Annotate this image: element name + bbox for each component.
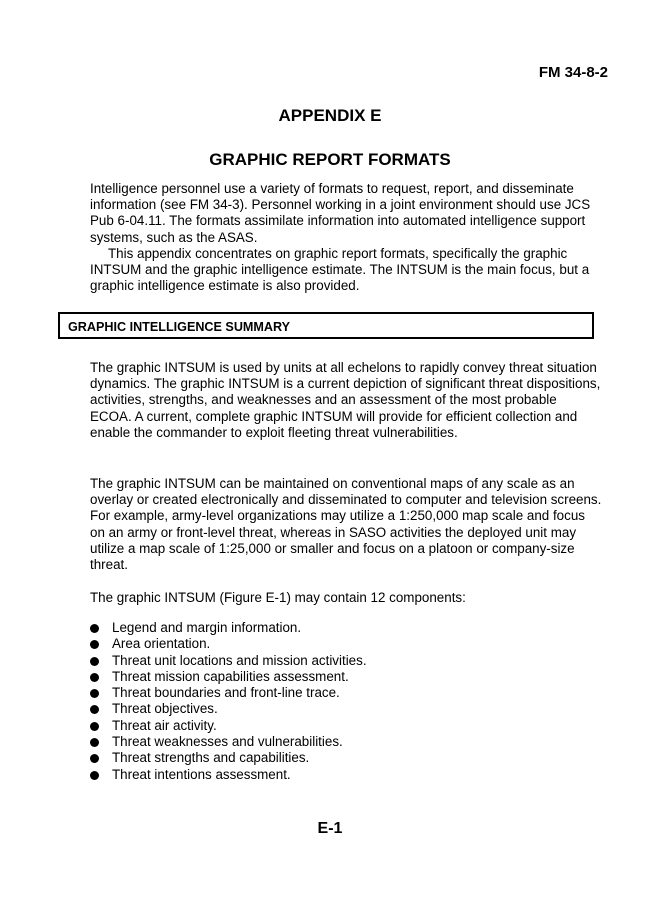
list-item: Area orientation. — [90, 636, 590, 652]
appendix-title: APPENDIX E — [278, 106, 382, 125]
list-item: Threat unit locations and mission activities. — [90, 653, 590, 669]
bullet-icon — [90, 722, 99, 731]
bullet-icon — [90, 640, 99, 649]
bullet-icon — [90, 624, 99, 633]
intro-paragraph-2-text: This appendix concentrates on graphic report formats, specifically the graphic INTSUM and the graphic intelligence estimate. The INTSUM is the main focus, but a graphic intelligence estimate is also provided. — [90, 246, 590, 294]
list-item: Threat boundaries and front-line trace. — [90, 685, 590, 701]
components-list — [90, 620, 590, 783]
bullet-icon — [90, 673, 99, 682]
section-heading: GRAPHIC INTELLIGENCE SUMMARY — [68, 320, 291, 334]
bullet-icon — [90, 705, 99, 714]
list-item: Threat mission capabilities assessment. — [90, 669, 590, 685]
bullet-icon — [90, 754, 99, 763]
list-item: Legend and margin information. — [90, 620, 590, 636]
document-code: FM 34-8-2 — [538, 64, 608, 81]
list-item: Threat intentions assessment. — [90, 767, 590, 783]
intro-paragraph: Intelligence personnel use a variety of formats to request, report, and disseminate information (see FM 34-3). Personnel working in a joint environment should use JCS Pub 6-04.11. The formats assimilate information into automated intelligence support systems, such as the ASAS. — [90, 181, 591, 245]
section-paragraph-3: The graphic INTSUM (Figure E-1) may contain 12 components: — [90, 590, 466, 605]
bullet-icon — [90, 657, 99, 666]
appendix-subtitle: GRAPHIC REPORT FORMATS — [209, 150, 451, 169]
section-paragraph-2: The graphic INTSUM can be maintained on conventional maps of any scale as an overlay or created electronically and disseminated to computer and television screens. For example, army-level organizations may utilize a 1:250,000 map scale and focus on an army or front-level threat, whereas in SASO activities the deployed unit may utilize a map scale of 1:25,000 or smaller and focus on a platoon or company-size threat. — [90, 476, 602, 573]
section-heading-box — [58, 312, 594, 339]
bullet-icon — [90, 689, 99, 698]
list-item: Threat air activity. — [90, 718, 590, 734]
list-item: Threat objectives. — [90, 701, 590, 717]
list-item: Threat strengths and capabilities. — [90, 750, 590, 766]
section-paragraph-1: The graphic INTSUM is used by units at all echelons to rapidly convey threat situation dynamics. The graphic INTSUM is a current depiction of significant threat dispositions, activities, strengths, and weaknesses and an assessment of the most probable ECOA. A current, complete graphic INTSUM will provide for efficient collection and enable the commander to exploit fleeting threat vulnerabilities. — [90, 360, 601, 440]
bullet-icon — [90, 771, 99, 780]
list-item: Threat weaknesses and vulnerabilities. — [90, 734, 590, 750]
bullet-icon — [90, 738, 99, 747]
page-number: E-1 — [317, 820, 343, 837]
intro-paragraph-2 — [90, 246, 602, 295]
